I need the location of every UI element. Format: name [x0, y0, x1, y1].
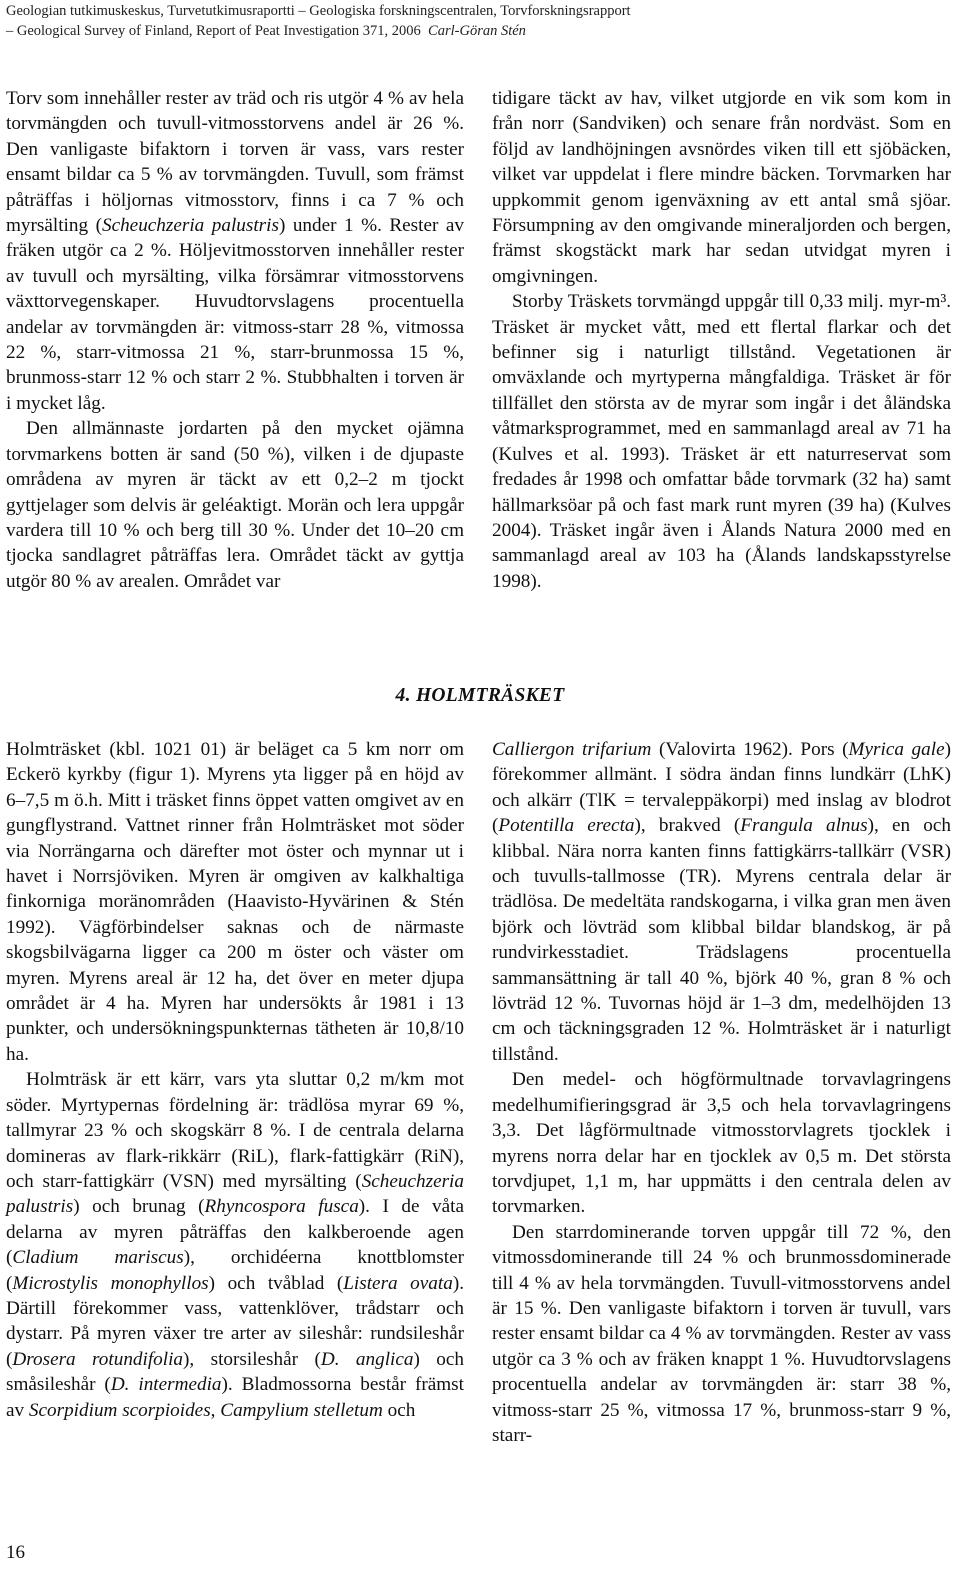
text-run: ), storsileshår ( [183, 1348, 321, 1370]
paragraph [492, 86, 951, 289]
text-run: ) och småsileshår ( [6, 1348, 464, 1396]
paragraph [6, 416, 464, 594]
page-number: 16 [6, 1542, 25, 1563]
text-run: (Valovirta 1962). Pors ( [651, 739, 849, 760]
italic-term: Potentilla erecta [498, 815, 635, 837]
text-run: ), brakved ( [634, 815, 741, 837]
italic-term: Rhyncospora fusca [204, 1196, 359, 1218]
text-run: Den medel- och högförmultnade torvavlagringens medelhumifieringsgrad är 3,5 och hela torvavlagringens 3,3. Det lågförmultnade vitmosstorvlagrets tjocklek i myrens norra delar har en tjocklek av 0,5 m. Det största torvdjupet, 1,1 m, har uppmätts i den centrala delen av torvmarken. [492, 1069, 951, 1218]
text-run: Den starrdominerande torven uppgår till 72 %, den vitmossdominerande till 24 % och brunmossdominerade till 4 % av hela torvmängden. Tuvull-vitmosstorvens andel är 15 %. Den vanligaste bifaktorn i torven är tuvull, vars rester ensamt bildar ca 4 % av torvmängden. Rester av vass utgör ca 3 % och av fräken knappt 1 %. Huvudtorvslagens procentuella andelar av torvmängden är: starr 38 %, vitmoss-starr 25 %, vitmossa 17 %, brunmoss-starr 9 %, starr- [492, 1221, 951, 1446]
text-run: Torv som innehåller rester av träd och ris utgör 4 % av hela torvmängden och tuvull-vitmosstorvens andel är 26 %. Den vanligaste bifaktorn i torven är vass, vars rester ensamt bildar ca 5 % av torvmängden. Tuvull, som främst påträffas i höljornas vitmosstorv, finns i ca 7 % och myrsälting ( [6, 88, 464, 237]
column-bottom-right [492, 737, 951, 1448]
text-run: och [382, 1399, 416, 1421]
italic-term: Scorpidium scorpioides [28, 1399, 211, 1421]
text-run: ). Bladmossorna består främst av [6, 1374, 464, 1421]
paragraph [492, 289, 951, 594]
text-run: ). I de våta delarna av myren påträffas den kalkberoende agen ( [6, 1196, 464, 1269]
text-run: ), orchidéerna knottblomster ( [6, 1247, 465, 1294]
paragraph [6, 737, 464, 1067]
paragraph [6, 86, 464, 416]
paragraph [6, 1067, 464, 1423]
italic-term: D. intermedia [110, 1374, 222, 1396]
text-run: ) förekommer allmänt. I södra ändan finns lundkärr (LhK) och alkärr (TlK = tervaleppäkorpi) med inslag av blodrot ( [492, 739, 951, 837]
paragraph [492, 1067, 951, 1219]
italic-term: Listera ovata [343, 1272, 453, 1294]
column-top-left [6, 86, 464, 594]
header-line-1: Geologian tutkimuskeskus, Turvetutkimusraportti – Geologiska forskningscentralen, Torvforskningsrapport [6, 3, 631, 19]
italic-term: Microstylis monophyllos [12, 1272, 209, 1294]
text-run: ), en och klibbal. Nära norra kanten finns fattigkärrs-tallkärr (VSR) och tuvulls-tallmosse (TR). Myrens centrala delar är trädlösa. De medeltäta randskogarna, i vilka gran men även björk och lövträd som klibbal bildar blandskog, är på rundvirkesstadiet. Trädslagens procentuella sammansättning är tall 40 %, björk 40 %, gran 8 % och lövträd 12 %. Tuvornas höjd är 1–3 dm, medelhöjden 13 cm och täckningsgraden 12 %. Holmträsket är i naturligt tillstånd. [492, 815, 951, 1065]
italic-term: Scheuchzeria palustris [101, 215, 279, 237]
italic-term: Scheuchzeria palustris [6, 1170, 464, 1218]
italic-term: Myrica gale [848, 739, 945, 760]
text-run: ). Därtill förekommer vass, vattenklöver, trådstarr och dystarr. På myren växer tre arter av sileshår: rundsileshår ( [6, 1272, 464, 1370]
column-top-right [492, 86, 951, 594]
text-run: ) och tvåblad ( [208, 1272, 344, 1294]
header-series: – Geological Survey of Finland, Report of Peat Investigation 371, 2006 [6, 23, 421, 39]
text-run: tidigare täckt av hav, vilket utgjorde en vik som kom in från norr (Sandviken) och senare från nordväst. Som en följd av landhöjningen avsnördes viken till ett sjöbäcken, vilket var uppdelat i flere mindre bäcken. Torvmarken har uppkommit genom igenväxning av ett antal små sjöar. Försumpning av den omgivande mineraljorden och bergen, främst skogstäckt mark har sedan utvidgat myren i omgivningen. [492, 88, 951, 287]
column-bottom-left [6, 737, 464, 1423]
italic-term: Calliergon trifarium [492, 739, 652, 760]
text-run: ) under 1 %. Rester av fräken utgör ca 2 %. Höljevitmosstorven innehåller rester av tuvull och myrsälting, vilka försämrar vitmosstorvens växttorvegenskaper. Huvudtorvslagens procentuella andelar av torvmängden är: vitmoss-starr 28 %, vitmossa 22 %, starr-vitmossa 21 %, starr-brunmossa 15 %, brunmoss-starr 12 % och starr 2 %. Stubbhalten i torven är i mycket låg. [6, 215, 464, 414]
paragraph [492, 1220, 951, 1449]
italic-term: D. anglica [320, 1348, 414, 1370]
paragraph [492, 737, 951, 1067]
italic-term: Cladium mariscus [12, 1247, 184, 1269]
text-run: ) och brunag ( [73, 1196, 205, 1218]
italic-term: Drosera rotundifolia [12, 1348, 184, 1370]
header-line-2 [6, 21, 631, 41]
text-run: Storby Träskets torvmängd uppgår till 0,33 milj. myr-m³. Träsket är mycket vått, med ett flertal flarkar och det befinner sig i naturligt tillstånd. Vegetationen är omväxlande och myrtyperna mångfaldiga. Träsket är för tillfället den största av de myrar som ingår i det åländska våtmarksprogrammet, med en sammanlagd areal av 71 ha (Kulves et al. 1993). Träsket är ett naturreservat som fredades år 1998 och omfattar både torvmark (32 ha) samt hällmarksöar på och fast mark runt myren (39 ha) (Kulves 2004). Träsket ingår även i Ålands Natura 2000 med en sammanlagd areal av 103 ha (Ålands landskapsstyrelse 1998). [492, 291, 951, 592]
italic-term: Campylium stelletum [220, 1399, 383, 1421]
text-run: Holmträsk är ett kärr, vars yta sluttar 0,2 m/km mot söder. Myrtypernas fördelning är: trädlösa myrar 69 %, tallmyrar 23 % och skogskärr 8 %. I de centrala delarna domineras av flark-rikkärr (RiL), flark-fattigkärr (RiN), och starr-fattigkärr (VSN) med myrsälting ( [6, 1069, 464, 1192]
text-run: Holmträsket (kbl. 1021 01) är beläget ca 5 km norr om Eckerö kyrkby (figur 1). Myrens yta ligger på en höjd av 6–7,5 m ö.h. Mitt i träsket finns öppet vatten omgivet av en gungflystrand. Vattnet rinner från Holmträsket mot söder via Norrängarna och därefter mot öster och mynnar ut i havet i Norrsjöviken. Myren är omgiven av kalkhaltiga finkorniga moränområden (Haavisto-Hyvärinen & Stén 1992). Vägförbindelser saknas och de närmaste skogsbilvägarna ligger ca 200 m öster och väster om myren. Myrens areal är 12 ha, det över en meter djupa området är 4 ha. Myren har undersökts år 1981 i 13 punkter, och undersökningspunkternas tätheten är 10,8/10 ha. [6, 739, 464, 1065]
section-heading: 4. HOLMTRÄSKET [395, 685, 565, 706]
text-run: , [210, 1399, 221, 1421]
running-header [6, 1, 631, 41]
italic-term: Frangula alnus [740, 815, 868, 837]
header-author: Carl-Göran Stén [428, 23, 526, 39]
text-run: Den allmännaste jordarten på den mycket ojämna torvmarkens botten är sand (50 %), vilken i de djupaste områdena av myren är täckt av ett 0,2–2 m tjockt gyttjelager som delvis är geléaktigt. Morän och lera uppgår vardera till 10 % och berg till 30 %. Under det 10–20 cm tjocka sandlagret påträffas lera. Området täckt av gyttja utgör 80 % av arealen. Området var [6, 418, 464, 592]
